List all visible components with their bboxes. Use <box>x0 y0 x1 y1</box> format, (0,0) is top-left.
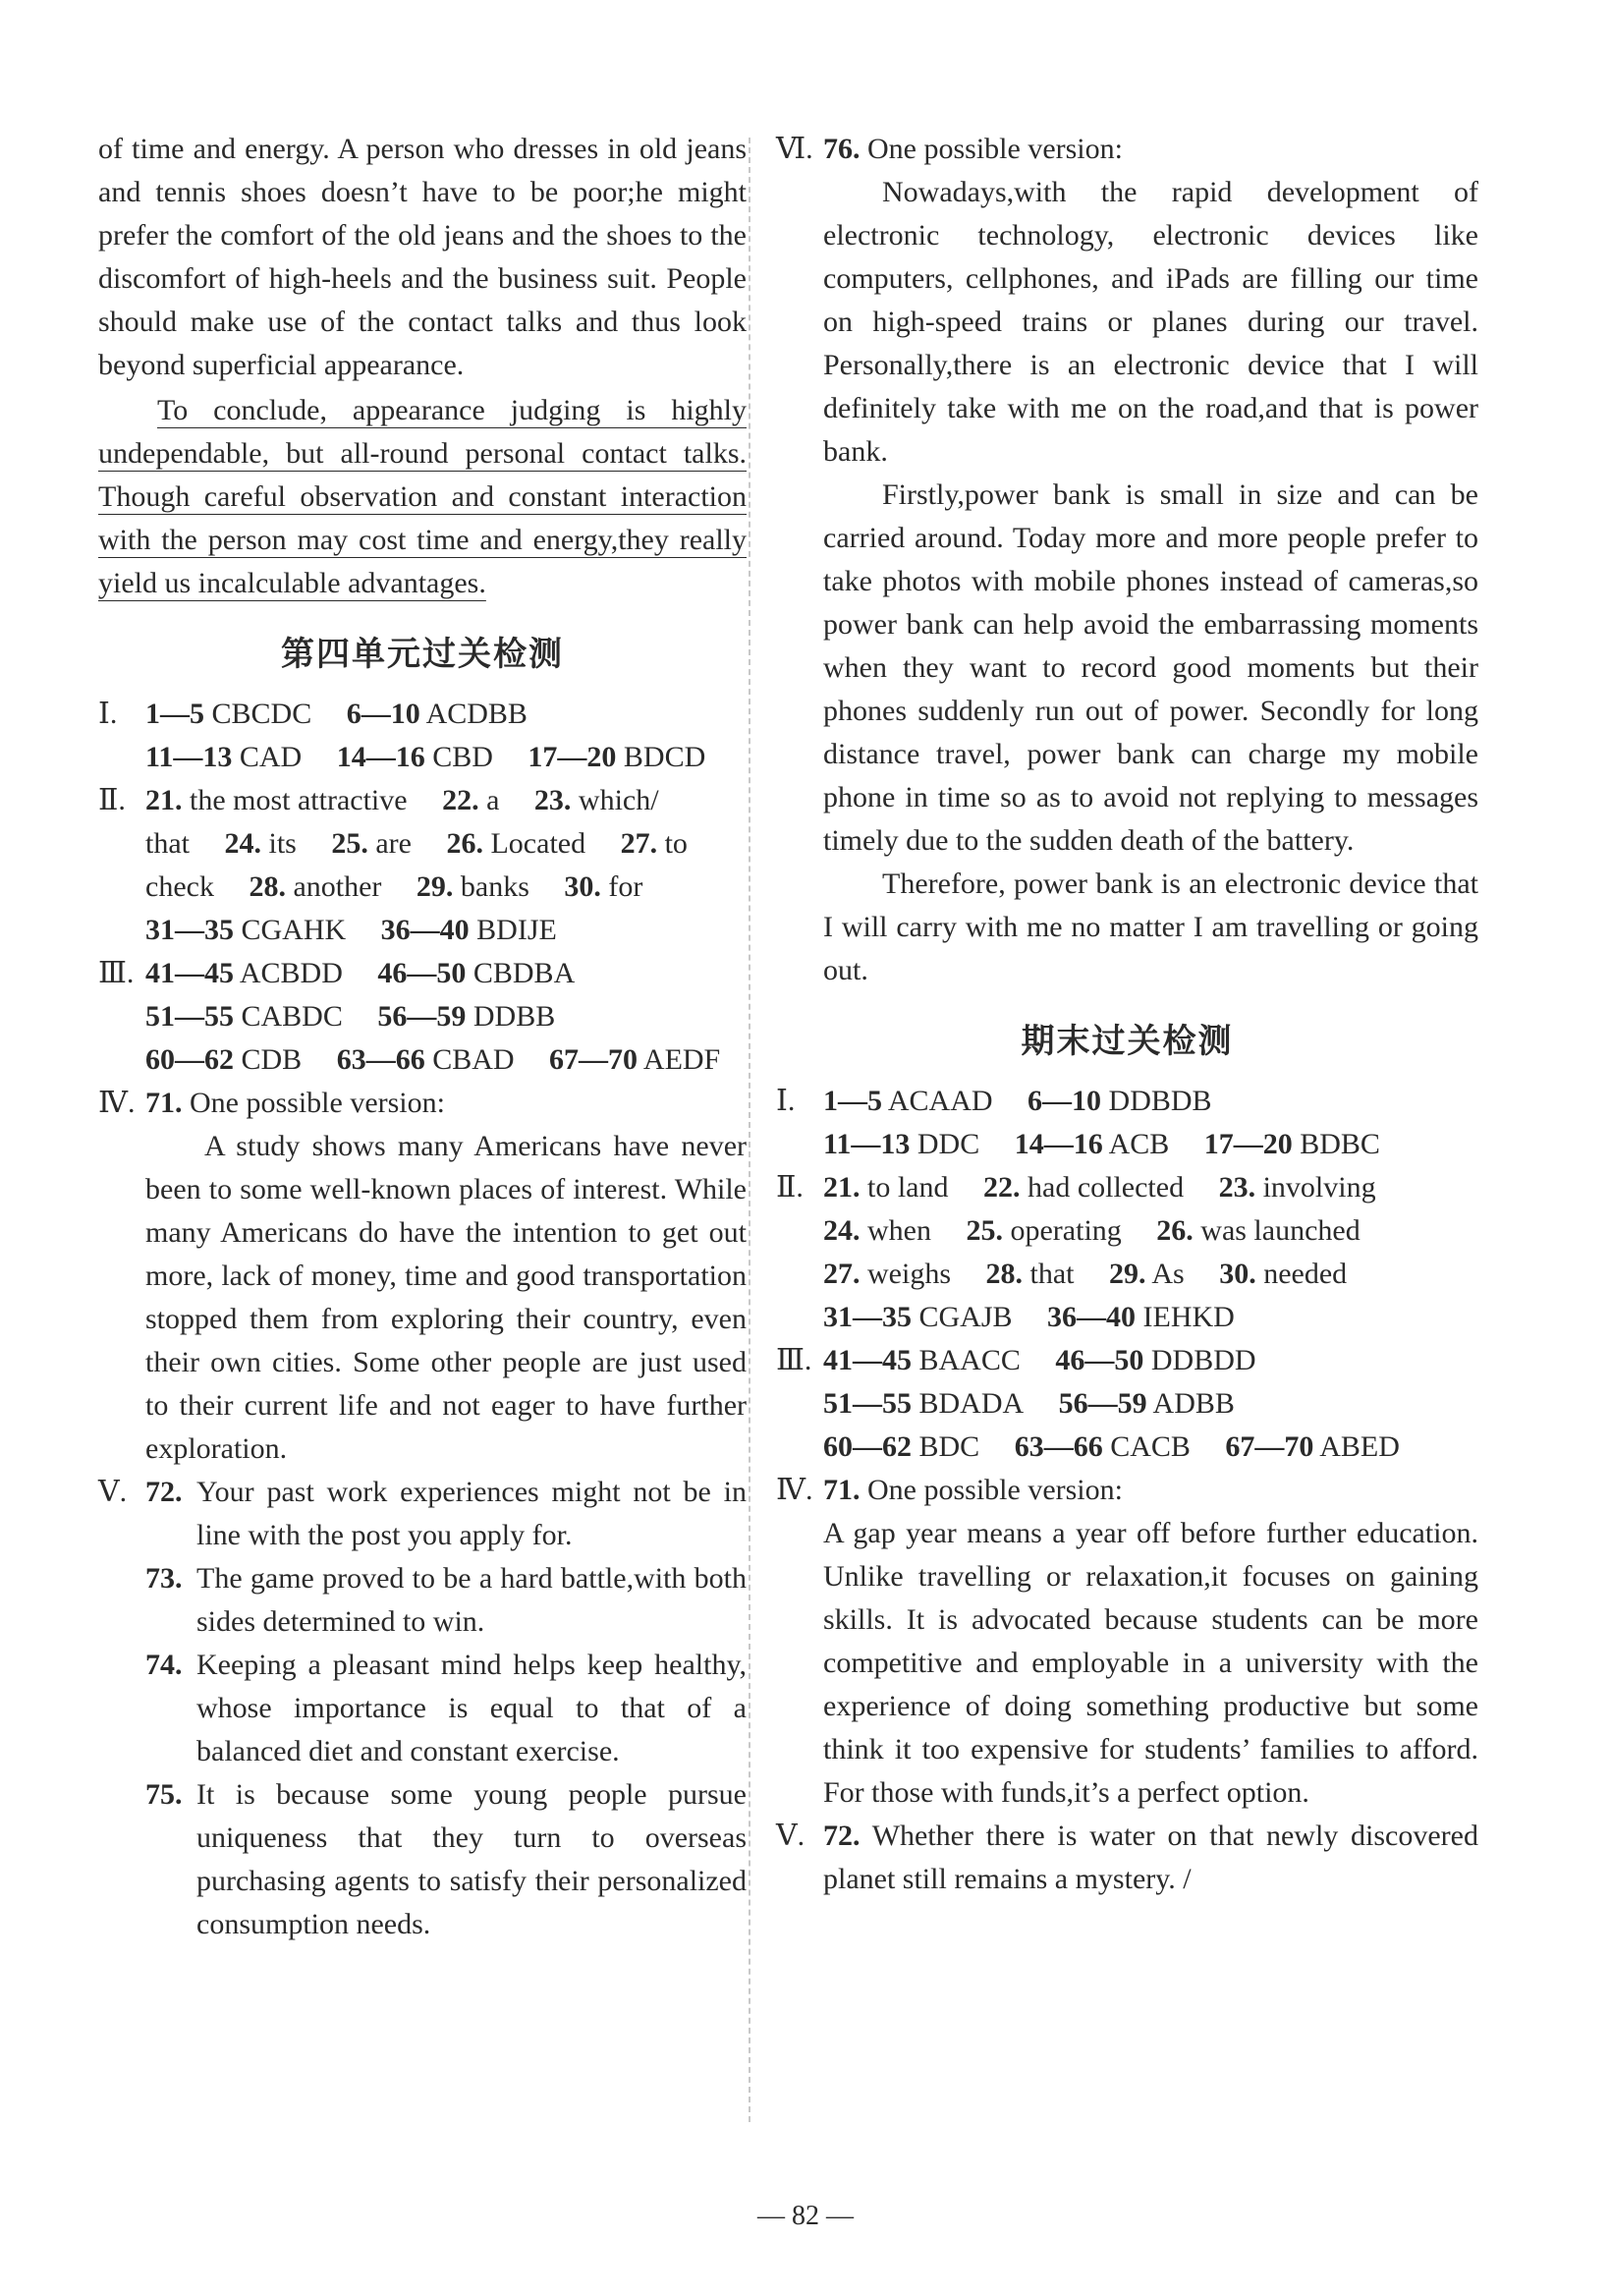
answer-group: 41—45 BAACC <box>823 1344 1021 1376</box>
answer-group: 46—50 CBDBA <box>377 957 576 989</box>
question-number: 73. <box>145 1562 183 1595</box>
version-lead: One possible version: <box>190 1087 445 1119</box>
answer-line <box>98 779 747 822</box>
answer-line <box>776 1296 1478 1339</box>
answer-group: 26. was launched <box>1156 1214 1361 1247</box>
answer-group: 28. another <box>249 870 382 903</box>
answer-group: 36—40 IEHKD <box>1047 1301 1235 1333</box>
answer-group: 23. involving <box>1218 1171 1376 1204</box>
question-number: 71. <box>145 1087 183 1119</box>
answer-group: 26. Located <box>446 827 586 860</box>
answer-group: 22. a <box>442 784 500 816</box>
final-section-5 <box>776 1815 1478 1901</box>
answer-group: 6—10 ACDBB <box>346 698 528 730</box>
translation-text: Your past work experiences might not be in line with the post you apply for. <box>196 1476 747 1551</box>
question-number: 74. <box>145 1649 183 1681</box>
essay-paragraph: Therefore, power bank is an electronic device that I will carry with me no matter I am travelling or going out. <box>823 868 1478 986</box>
answer-line: that 24. its 25. are 26. Located 27. to <box>145 827 688 860</box>
answer-group: 63—66 CBAD <box>336 1043 515 1076</box>
answer-line <box>776 1382 1478 1426</box>
question-number: 75. <box>145 1778 183 1811</box>
right-column <box>776 128 1478 1901</box>
section-label: Ⅵ. <box>776 133 813 165</box>
translation-text: Keeping a pleasant mind helps keep healthy, whose importance is equal to that of a balanced diet and constant exercise. <box>196 1649 747 1767</box>
answer-group: 30. for <box>564 870 643 903</box>
answer-line <box>776 1166 1478 1209</box>
final-section-1 <box>776 1080 1478 1166</box>
answer-group: 17—20 BDBC <box>1203 1128 1380 1160</box>
page-number: — 82 — <box>757 2201 854 2231</box>
unit4-section-5 <box>98 1471 747 1946</box>
question-number: 71. <box>823 1474 861 1506</box>
answer-group: 51—55 BDADA <box>823 1387 1025 1420</box>
unit4-section-1 <box>98 693 747 779</box>
summary-text: A gap year means a year off before further education. Unlike travelling or relaxation,it focuses on gaining skills. It is advocated because students can be more competitive and employable in a university with the experience of doing something productive but some think it too expensive for students’ families to afford. For those with funds,it’s a perfect option. <box>823 1517 1478 1809</box>
answer-group: 60—62 BDC <box>823 1430 980 1463</box>
translation-item <box>98 1557 747 1644</box>
translation-text: It is because some young people pursue uniqueness that they turn to overseas purchasing agents to satisfy their personalized consumption needs. <box>196 1778 747 1940</box>
answer-group: 23. which/ <box>533 784 659 816</box>
answer-group: 27. weighs <box>823 1258 951 1290</box>
final-section-3 <box>776 1339 1478 1469</box>
section-label: Ⅱ. <box>98 784 126 816</box>
translation-text: The game proved to be a hard battle,with both sides determined to win. <box>196 1562 747 1638</box>
question-number: 72. <box>823 1820 861 1852</box>
answer-group: 1—5 ACAAD <box>823 1085 993 1117</box>
unit4-section-3 <box>98 952 747 1082</box>
answer-group: 21. to land <box>823 1171 949 1204</box>
answer-group: 63—66 CACB <box>1014 1430 1191 1463</box>
answer-line <box>98 995 747 1038</box>
essay-conclusion-paragraph: To conclude, appearance judging is highly undependable, but all-round personal contact talks. Though careful observation and constant interaction with the person may cost time and energy,they really yield us incalculable advantages. <box>98 394 747 599</box>
unit4-section-6 <box>776 128 1478 992</box>
answer-group: 22. had collected <box>983 1171 1185 1204</box>
section-label: Ⅱ. <box>776 1171 804 1204</box>
answer-group: 31—35 CGAHK <box>145 914 347 946</box>
section-label: Ⅰ. <box>98 698 118 730</box>
answer-group: 11—13 DDC <box>823 1128 980 1160</box>
answer-line <box>776 1080 1478 1123</box>
answer-group: 41—45 ACBDD <box>145 957 343 989</box>
answer-group: 17—20 BDCD <box>528 741 706 773</box>
answer-group: 67—70 AEDF <box>549 1043 721 1076</box>
unit4-test-title: 第四单元过关检测 <box>281 635 564 674</box>
final-section-2 <box>776 1166 1478 1339</box>
final-test-title: 期末过关检测 <box>1021 1022 1234 1061</box>
answer-line <box>98 693 747 736</box>
version-lead: One possible version: <box>867 1474 1123 1506</box>
section-label: Ⅲ. <box>98 957 135 989</box>
answer-group: 11—13 CAD <box>145 741 303 773</box>
question-number: 76. <box>823 133 861 165</box>
answer-line <box>776 1426 1478 1469</box>
essay-paragraph: Firstly,power bank is small in size and can be carried around. Today more and more people prefer to take photos with mobile phones instead of cameras,so power bank can help avoid the embarrassing moments when they want to record good moments but their phones suddenly run out of power. Secondly for long distance travel, power bank can charge my mobile phone in time so as to avoid not replying to messages timely due to the sudden death of the battery. <box>823 478 1478 857</box>
answer-group: 56—59 DDBB <box>377 1000 556 1033</box>
unit4-section-2 <box>98 779 747 952</box>
answer-group: 24. its <box>224 827 297 860</box>
answer-group: 25. are <box>331 827 412 860</box>
answer-group: 14—16 CBD <box>336 741 493 773</box>
translation-item <box>98 1773 747 1946</box>
section-label: Ⅳ. <box>776 1474 813 1506</box>
answer-group: 6—10 DDBDB <box>1028 1085 1212 1117</box>
answer-group: 30. needed <box>1219 1258 1348 1290</box>
essay-paragraph-continued: of time and energy. A person who dresses in old jeans and tennis shoes doesn’t have to be poor;he might prefer the comfort of the old jeans and the shoes to the discomfort of high-heels and the business suit. People should make use of the contact talks and thus look beyond superficial appearance. <box>98 133 747 381</box>
answer-line <box>98 1038 747 1082</box>
answer-line <box>776 1209 1478 1253</box>
translation-item <box>98 1644 747 1773</box>
section-label: Ⅲ. <box>776 1344 812 1376</box>
essay-paragraph: Nowadays,with the rapid development of electronic technology, electronic devices like computers, cellphones, and iPads are filling our time on high-speed trains or planes during our travel. Personally,there is an electronic device that I will definitely take with me on the road,and that is power bank. <box>823 176 1478 468</box>
answer-line <box>776 1123 1478 1166</box>
section-label: Ⅰ. <box>776 1085 796 1117</box>
answer-group: 29. As <box>1109 1258 1185 1290</box>
answer-group: 29. banks <box>416 870 529 903</box>
unit4-section-4 <box>98 1082 747 1471</box>
answer-group: 1—5 CBCDC <box>145 698 312 730</box>
translation-item <box>98 1471 747 1557</box>
section-label: Ⅴ. <box>98 1476 128 1508</box>
answer-group: 36—40 BDIJE <box>380 914 557 946</box>
question-number: 72. <box>145 1476 183 1508</box>
answer-group: 60—62 CDB <box>145 1043 303 1076</box>
answer-group: 27. to <box>620 827 688 860</box>
answer-line <box>776 1339 1478 1382</box>
answer-group: 51—55 CABDC <box>145 1000 343 1033</box>
final-section-4 <box>776 1469 1478 1815</box>
answer-line: check 28. another 29. banks 30. for <box>145 870 643 903</box>
section-label: Ⅳ. <box>98 1087 136 1119</box>
column-divider <box>749 138 750 2122</box>
answer-line <box>98 909 747 952</box>
answer-group: 24. when <box>823 1214 931 1247</box>
section-label: Ⅴ. <box>776 1820 806 1852</box>
answer-group: 25. operating <box>966 1214 1122 1247</box>
translation-text: Whether there is water on that newly discovered planet still remains a mystery. / <box>823 1820 1478 1895</box>
answer-line <box>98 952 747 995</box>
answer-group: 28. that <box>985 1258 1075 1290</box>
version-lead: One possible version: <box>867 133 1123 165</box>
answer-line <box>776 1253 1478 1296</box>
left-column <box>98 128 747 1946</box>
answer-group: 56—59 ADBB <box>1058 1387 1235 1420</box>
answer-group: 21. the most attractive <box>145 784 408 816</box>
answer-line <box>98 736 747 779</box>
answer-group: 67—70 ABED <box>1225 1430 1400 1463</box>
summary-text: A study shows many Americans have never been to some well-known places of interest. While many Americans do have the intention to get out more, lack of money, time and good transportation stopped them from exploring their country, even their own cities. Some other people are just used to their current life and not eager to have further exploration. <box>145 1130 747 1465</box>
answer-group: 31—35 CGAJB <box>823 1301 1013 1333</box>
answer-group: 46—50 DDBDD <box>1055 1344 1256 1376</box>
answer-group: 14—16 ACB <box>1014 1128 1170 1160</box>
